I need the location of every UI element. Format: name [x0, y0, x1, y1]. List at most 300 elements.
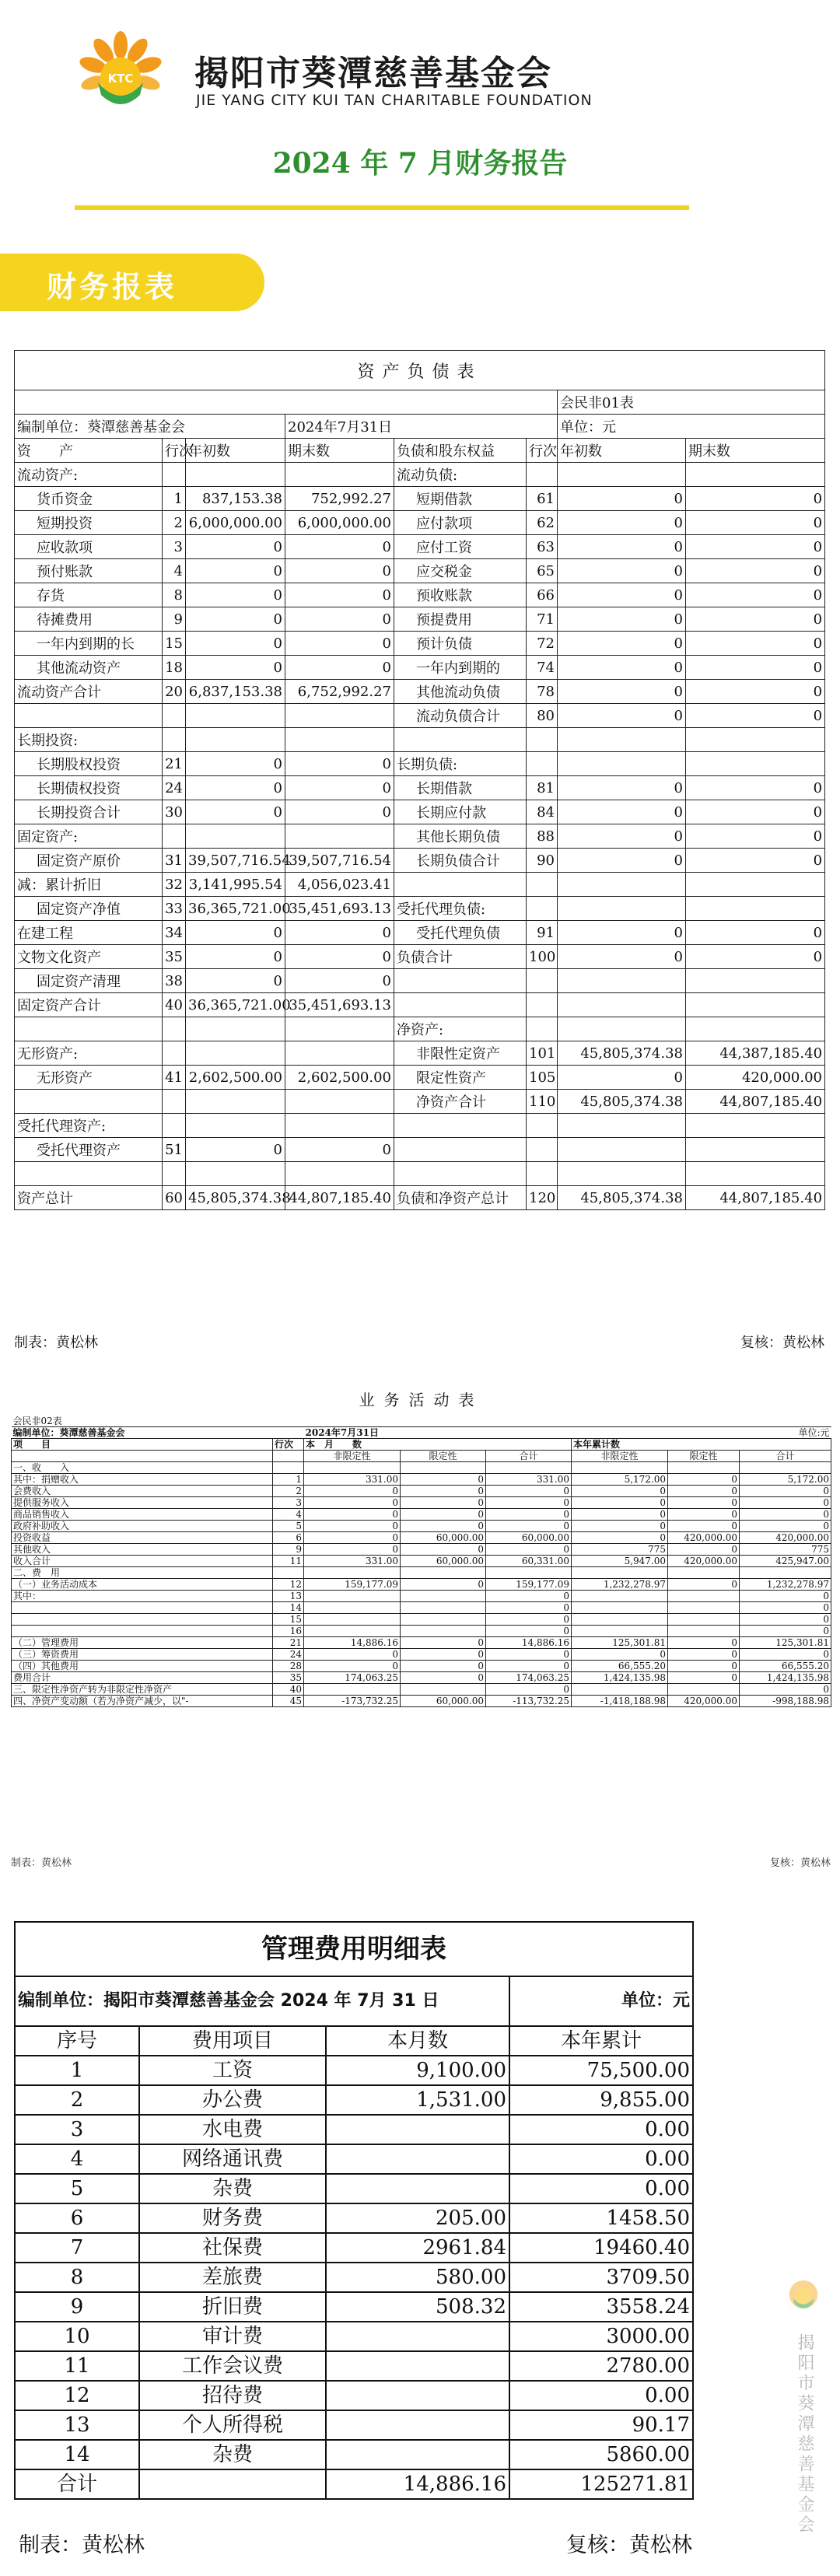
table-cell — [558, 728, 686, 752]
balance-sheet-table — [14, 350, 825, 1210]
table-cell: 0 — [668, 1497, 740, 1509]
table-cell: 一年内到期的 — [394, 656, 527, 680]
table-cell — [394, 1114, 527, 1138]
table-cell — [527, 728, 558, 752]
table-row — [15, 2292, 693, 2322]
table-cell: 收入合计 — [12, 1556, 273, 1567]
table-cell: 1,424,135.98 — [572, 1672, 668, 1684]
table-cell: 杂费 — [139, 2174, 326, 2203]
table-cell: 2 — [163, 511, 186, 535]
table-cell: 6 — [273, 1532, 304, 1544]
table-row — [15, 897, 825, 921]
table-cell — [326, 2381, 509, 2410]
table-cell — [15, 1017, 163, 1041]
table-cell: 6,000,000.00 — [186, 511, 285, 535]
table-cell: 0 — [186, 607, 285, 632]
table-cell: 0 — [186, 535, 285, 559]
table-cell — [186, 824, 285, 849]
org-name-en: JIE YANG CITY KUI TAN CHARITABLE FOUNDATION — [196, 92, 593, 109]
table-row — [15, 728, 825, 752]
table-row — [15, 849, 825, 873]
table-cell — [740, 1567, 831, 1579]
table-cell: 8 — [15, 2263, 139, 2292]
column-header: 年初数 — [186, 439, 285, 463]
prepared-by: 制表：黄松林 — [14, 1335, 98, 1351]
table-cell: 60 — [163, 1186, 186, 1210]
table-cell: 0 — [686, 704, 825, 728]
table-cell: 35,451,693.13 — [285, 897, 394, 921]
table-cell: 0 — [486, 1521, 572, 1532]
table-cell: 14,886.16 — [486, 1637, 572, 1649]
table-cell: 0 — [285, 921, 394, 945]
table-cell: 0.00 — [509, 2115, 693, 2144]
table-cell: 1 — [273, 1474, 304, 1486]
table-cell — [163, 704, 186, 728]
table-row — [15, 921, 825, 945]
table-cell: 44,807,185.40 — [686, 1090, 825, 1114]
table-cell: 110 — [527, 1090, 558, 1114]
table-cell: 流动负债: — [394, 463, 527, 487]
table-cell — [572, 1602, 668, 1614]
table-cell: 15 — [163, 632, 186, 656]
table-cell: 331.00 — [304, 1556, 401, 1567]
column-header: 非限定性 — [572, 1451, 668, 1462]
admin-expense-title: 管理费用明细表 — [15, 1922, 693, 1976]
table-cell: 0 — [401, 1486, 486, 1497]
table-cell: 38 — [163, 969, 186, 993]
table-cell — [163, 824, 186, 849]
table-row — [12, 1521, 831, 1532]
table-cell: 174,063.25 — [486, 1672, 572, 1684]
table-cell: 0 — [740, 1497, 831, 1509]
table-cell: 35 — [273, 1672, 304, 1684]
table-cell — [527, 463, 558, 487]
table-cell: 0 — [285, 607, 394, 632]
table-cell: 12 — [273, 1579, 304, 1591]
table-row — [15, 1017, 825, 1041]
column-header — [12, 1451, 273, 1462]
watermark-logo — [784, 2275, 823, 2314]
table-cell: 0 — [686, 487, 825, 511]
column-header: 限定性 — [401, 1451, 486, 1462]
table-row — [15, 2381, 693, 2410]
table-cell: 长期借款 — [394, 776, 527, 800]
table-row — [15, 2440, 693, 2469]
table-cell: 0 — [558, 921, 686, 945]
column-header: 项 目 — [12, 1439, 273, 1451]
table-cell — [572, 1462, 668, 1474]
table-row — [15, 824, 825, 849]
column-header: 限定性 — [668, 1451, 740, 1462]
table-cell: 流动负债合计 — [394, 704, 527, 728]
table-cell: 0 — [740, 1626, 831, 1637]
table-cell: 74 — [527, 656, 558, 680]
reviewed-by: 复核：黄松林 — [740, 1335, 824, 1351]
table-cell: 短期借款 — [394, 487, 527, 511]
table-cell — [285, 728, 394, 752]
table-cell: 社保费 — [139, 2233, 326, 2263]
table-cell: 9,855.00 — [509, 2085, 693, 2115]
table-cell: 837,153.38 — [186, 487, 285, 511]
table-cell: 34 — [163, 921, 186, 945]
table-cell: 1,232,278.97 — [740, 1579, 831, 1591]
table-cell: 14 — [15, 2440, 139, 2469]
table-cell: 101 — [527, 1041, 558, 1066]
table-cell — [401, 1462, 486, 1474]
table-row — [15, 511, 825, 535]
table-cell: 2,602,500.00 — [285, 1066, 394, 1090]
table-row — [12, 1614, 831, 1626]
balance-sheet-date: 2024年7月31日 — [285, 415, 558, 439]
table-cell: 其他长期负债 — [394, 824, 527, 849]
table-cell: 0 — [285, 583, 394, 607]
table-cell: 0 — [285, 632, 394, 656]
table-row — [15, 535, 825, 559]
table-cell — [401, 1626, 486, 1637]
table-cell: 6,000,000.00 — [285, 511, 394, 535]
table-cell — [15, 704, 163, 728]
table-cell: 应付工资 — [394, 535, 527, 559]
table-cell: 长期负债合计 — [394, 849, 527, 873]
table-cell: 0 — [401, 1649, 486, 1661]
table-cell — [572, 1626, 668, 1637]
table-cell: 0 — [558, 656, 686, 680]
table-row — [15, 680, 825, 704]
table-cell: 40 — [273, 1684, 304, 1696]
table-cell — [163, 1041, 186, 1066]
table-cell: 13 — [15, 2410, 139, 2440]
operations-form-no: 会民非02表 — [12, 1416, 62, 1426]
table-cell: 负债和净资产总计 — [394, 1186, 527, 1210]
table-cell: 125271.81 — [509, 2469, 693, 2499]
operations-currency: 单位:元 — [486, 1427, 831, 1439]
table-cell: 18 — [163, 656, 186, 680]
table-cell: 流动资产合计 — [15, 680, 163, 704]
table-cell: 0 — [558, 583, 686, 607]
table-row — [15, 607, 825, 632]
table-cell: 0 — [486, 1626, 572, 1637]
table-cell: 0 — [740, 1614, 831, 1626]
table-cell: 0 — [668, 1544, 740, 1556]
table-cell: 固定资产净值 — [15, 897, 163, 921]
table-cell: 非限性定资产 — [394, 1041, 527, 1066]
table-cell — [668, 1684, 740, 1696]
table-cell: 9 — [163, 607, 186, 632]
table-cell: 51 — [163, 1138, 186, 1162]
column-header: 非限定性 — [304, 1451, 401, 1462]
table-row — [15, 463, 825, 487]
column-header: 行次 — [273, 1439, 304, 1451]
table-cell: 0 — [740, 1649, 831, 1661]
table-cell — [12, 1614, 273, 1626]
table-cell: 0 — [686, 656, 825, 680]
table-cell: 0 — [304, 1649, 401, 1661]
table-cell: 0 — [686, 776, 825, 800]
table-cell — [285, 463, 394, 487]
table-cell: 5860.00 — [509, 2440, 693, 2469]
table-cell: 其他流动负债 — [394, 680, 527, 704]
foundation-logo — [78, 31, 163, 117]
admin-expense-table — [14, 1921, 694, 2500]
table-cell: 0 — [186, 583, 285, 607]
column-header: 本月数 — [326, 2026, 509, 2056]
table-cell: 0 — [558, 607, 686, 632]
table-cell: 90 — [527, 849, 558, 873]
table-row — [15, 2322, 693, 2351]
table-cell: 减：累计折旧 — [15, 873, 163, 897]
table-cell: 其他收入 — [12, 1544, 273, 1556]
table-cell: 0 — [558, 704, 686, 728]
table-cell: 10 — [15, 2322, 139, 2351]
table-cell: 752,992.27 — [285, 487, 394, 511]
table-cell: 80 — [527, 704, 558, 728]
table-cell: 44,387,185.40 — [686, 1041, 825, 1066]
table-cell — [326, 2351, 509, 2381]
table-cell: 0 — [285, 945, 394, 969]
table-cell — [394, 728, 527, 752]
table-cell: 36,365,721.00 — [186, 993, 285, 1017]
table-cell: 0 — [486, 1661, 572, 1672]
table-cell: 4 — [163, 559, 186, 583]
column-header: 序号 — [15, 2026, 139, 2056]
table-cell: 1,531.00 — [326, 2085, 509, 2115]
table-cell — [15, 1090, 163, 1114]
table-cell — [304, 1626, 401, 1637]
table-cell: 工资 — [139, 2056, 326, 2085]
table-cell: 商品销售收入 — [12, 1509, 273, 1521]
table-cell — [686, 728, 825, 752]
table-cell — [668, 1567, 740, 1579]
table-cell: 预付账款 — [15, 559, 163, 583]
table-row — [12, 1684, 831, 1696]
table-cell: 0 — [668, 1486, 740, 1497]
table-cell — [139, 2469, 326, 2499]
table-cell: 6,837,153.38 — [186, 680, 285, 704]
table-cell — [527, 752, 558, 776]
table-cell: 8 — [163, 583, 186, 607]
table-cell: 0 — [740, 1486, 831, 1497]
table-cell: 775 — [572, 1544, 668, 1556]
table-cell — [527, 873, 558, 897]
table-cell: 无形资产 — [15, 1066, 163, 1090]
table-cell: 网络通讯费 — [139, 2144, 326, 2174]
table-cell: 0 — [285, 800, 394, 824]
table-cell — [558, 1114, 686, 1138]
table-cell: 9 — [273, 1544, 304, 1556]
reviewed-by: 复核：黄松林 — [566, 2533, 692, 2557]
table-cell — [686, 463, 825, 487]
table-cell: 0 — [740, 1602, 831, 1614]
table-cell: 0 — [740, 1521, 831, 1532]
column-header: 合计 — [486, 1451, 572, 1462]
table-cell: 425,947.00 — [740, 1556, 831, 1567]
table-cell: （二）管理费用 — [12, 1637, 273, 1649]
table-cell: 39,507,716.54 — [186, 849, 285, 873]
table-cell — [527, 1138, 558, 1162]
table-cell: 205.00 — [326, 2203, 509, 2233]
table-cell: 0 — [686, 632, 825, 656]
table-cell: 其中：捐赠收入 — [12, 1474, 273, 1486]
table-cell: 66,555.20 — [740, 1661, 831, 1672]
table-cell: 14,886.16 — [326, 2469, 509, 2499]
table-row — [15, 2410, 693, 2440]
table-cell: 应收款项 — [15, 535, 163, 559]
table-cell: 3000.00 — [509, 2322, 693, 2351]
table-row — [12, 1626, 831, 1637]
table-row — [15, 1066, 825, 1090]
table-cell: 0 — [686, 535, 825, 559]
table-cell — [558, 873, 686, 897]
table-cell: 11 — [273, 1556, 304, 1567]
table-cell — [558, 969, 686, 993]
table-cell: 40 — [163, 993, 186, 1017]
table-cell: -1,418,188.98 — [572, 1696, 668, 1707]
table-cell: 39,507,716.54 — [285, 849, 394, 873]
table-cell: 受托代理资产: — [15, 1114, 163, 1138]
table-row — [15, 1162, 825, 1186]
table-cell — [527, 969, 558, 993]
table-row — [15, 2203, 693, 2233]
table-cell: 0 — [558, 800, 686, 824]
table-cell: 15 — [273, 1614, 304, 1626]
table-cell: 0.00 — [509, 2381, 693, 2410]
table-cell: 短期投资 — [15, 511, 163, 535]
table-row — [12, 1497, 831, 1509]
table-cell: 4 — [273, 1509, 304, 1521]
table-cell: 420,000.00 — [668, 1556, 740, 1567]
table-cell: 0 — [486, 1649, 572, 1661]
table-cell: 0 — [558, 1066, 686, 1090]
table-cell — [401, 1602, 486, 1614]
table-cell: 固定资产原价 — [15, 849, 163, 873]
table-cell: 0 — [401, 1637, 486, 1649]
table-row — [12, 1567, 831, 1579]
table-cell: 受托代理资产 — [15, 1138, 163, 1162]
table-cell: 0 — [558, 849, 686, 873]
table-cell — [304, 1591, 401, 1602]
table-cell: 0 — [285, 656, 394, 680]
table-cell: 5 — [15, 2174, 139, 2203]
table-cell: 100 — [527, 945, 558, 969]
table-cell: 9,100.00 — [326, 2056, 509, 2085]
reviewed-by: 复核：黄松林 — [769, 1857, 831, 1869]
table-row — [12, 1509, 831, 1521]
table-cell — [285, 1090, 394, 1114]
table-cell: 个人所得税 — [139, 2410, 326, 2440]
table-row — [15, 2115, 693, 2144]
table-row — [15, 873, 825, 897]
table-row — [15, 969, 825, 993]
table-cell: 0 — [186, 921, 285, 945]
table-cell: 105 — [527, 1066, 558, 1090]
table-cell: 预计负债 — [394, 632, 527, 656]
table-cell: 120 — [527, 1186, 558, 1210]
table-cell: 84 — [527, 800, 558, 824]
table-cell: 0 — [285, 969, 394, 993]
table-cell: 0 — [686, 559, 825, 583]
table-cell: 0 — [304, 1486, 401, 1497]
table-cell — [558, 897, 686, 921]
table-cell: 20 — [163, 680, 186, 704]
table-row — [15, 993, 825, 1017]
table-cell: 1 — [163, 487, 186, 511]
table-cell: 预收账款 — [394, 583, 527, 607]
table-cell — [186, 463, 285, 487]
table-cell: 货币资金 — [15, 487, 163, 511]
table-cell — [486, 1567, 572, 1579]
table-cell: 13 — [273, 1591, 304, 1602]
table-cell — [558, 463, 686, 487]
table-cell: 0 — [304, 1544, 401, 1556]
table-cell: 存货 — [15, 583, 163, 607]
table-cell — [285, 704, 394, 728]
table-row — [15, 1114, 825, 1138]
column-header: 期末数 — [285, 439, 394, 463]
table-cell — [686, 1017, 825, 1041]
table-cell: 1458.50 — [509, 2203, 693, 2233]
table-cell: 60,000.00 — [401, 1696, 486, 1707]
table-cell: 0 — [558, 559, 686, 583]
table-cell: 0 — [285, 535, 394, 559]
table-cell: 0 — [304, 1497, 401, 1509]
table-cell — [326, 2410, 509, 2440]
table-cell: 0 — [186, 1138, 285, 1162]
table-cell — [326, 2174, 509, 2203]
section-tag — [0, 254, 264, 311]
table-cell: 0 — [572, 1497, 668, 1509]
table-cell — [401, 1591, 486, 1602]
table-cell: 61 — [527, 487, 558, 511]
table-cell: 420,000.00 — [686, 1066, 825, 1090]
table-cell: 0 — [558, 824, 686, 849]
table-cell: （三）筹资费用 — [12, 1649, 273, 1661]
table-cell: 60,331.00 — [486, 1556, 572, 1567]
table-cell: 11 — [15, 2351, 139, 2381]
table-cell: 775 — [740, 1544, 831, 1556]
table-cell: （四）其他费用 — [12, 1661, 273, 1672]
prepared-by: 制表：黄松林 — [19, 2533, 145, 2557]
table-cell: 0 — [186, 632, 285, 656]
table-cell: 0 — [186, 559, 285, 583]
table-cell: 0 — [686, 800, 825, 824]
table-cell: 应交税金 — [394, 559, 527, 583]
table-cell: 固定资产: — [15, 824, 163, 849]
table-row — [15, 2144, 693, 2174]
watermark-text: 揭阳市葵潭慈善基金会 — [795, 2333, 814, 2536]
table-cell: 长期应付款 — [394, 800, 527, 824]
table-cell — [186, 1090, 285, 1114]
column-header: 本年累计数 — [572, 1439, 831, 1451]
table-cell — [285, 1114, 394, 1138]
table-cell: 0 — [401, 1672, 486, 1684]
table-row — [12, 1661, 831, 1672]
table-cell — [558, 993, 686, 1017]
table-cell: 30 — [163, 800, 186, 824]
table-row — [12, 1696, 831, 1707]
table-row — [12, 1672, 831, 1684]
table-cell: 3 — [15, 2115, 139, 2144]
table-cell: 88 — [527, 824, 558, 849]
table-cell: 杂费 — [139, 2440, 326, 2469]
column-header: 行次 — [527, 439, 558, 463]
table-row — [15, 704, 825, 728]
table-cell: 0 — [486, 1591, 572, 1602]
table-cell — [686, 993, 825, 1017]
table-cell — [527, 1017, 558, 1041]
table-cell — [401, 1684, 486, 1696]
table-cell: 合计 — [15, 2469, 139, 2499]
table-cell: 固定资产清理 — [15, 969, 163, 993]
